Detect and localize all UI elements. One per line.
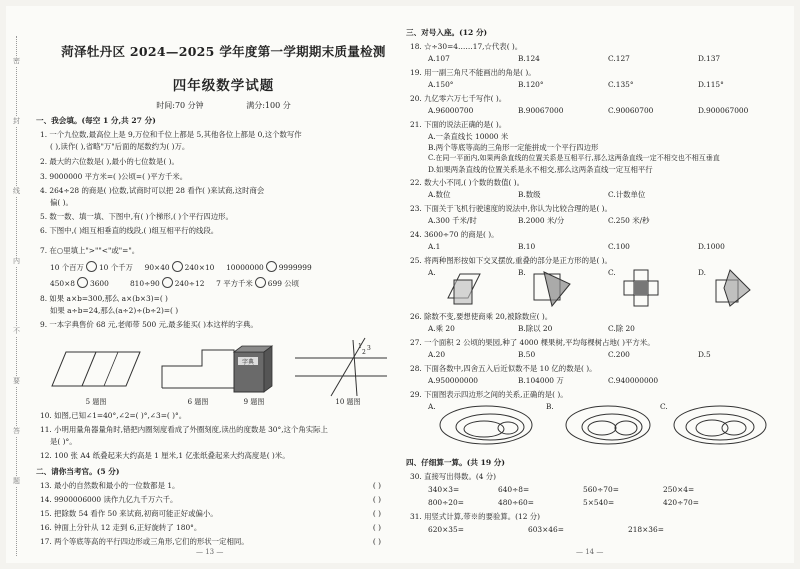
option[interactable]: A.20 [428, 350, 446, 359]
answer-paren[interactable]: ( ) [372, 537, 381, 546]
figure-q6 [158, 346, 238, 392]
option[interactable]: B.10 [518, 242, 536, 251]
judge-item: 14. 9900006000 读作九亿九千万六千。 ( ) [40, 495, 381, 504]
calc-item: 560÷70= [583, 485, 619, 494]
option[interactable]: A.数位 [428, 190, 451, 199]
question-line: 10. 如图,已知∠1=40°,∠2=( )°,∠3=( )°。 [40, 411, 187, 420]
binding-label: 线 [13, 187, 20, 195]
binding-label: 内 [13, 257, 20, 265]
question-line: 27. 一个面积 2 公顷的果园,种了 4000 棵果树,平均每棵树占地( )平方米。 [410, 338, 655, 347]
figure-q29-c [672, 404, 768, 446]
figure-q10-angles [291, 336, 391, 398]
question-line: 9. 一本字典售价 68 元,老师带 500 元,最多能买( )本这样的字典。 [40, 320, 258, 329]
option[interactable]: C.250 米/秒 [608, 216, 650, 225]
option[interactable]: A.150° [428, 80, 454, 89]
figure-caption: 6 题图 [187, 398, 209, 406]
question-line: 26. 除数不变,要想使商乘 20,被除数应( )。 [410, 312, 553, 321]
question-line: ( ),读作( ),省略"万"后面的尾数约为( )万。 [50, 142, 190, 151]
calc-item: 640÷8= [498, 485, 530, 494]
compare-blank[interactable] [86, 261, 97, 272]
question-line: 11. 小明用量角器量角时,错把内圈刻度看成了外圈刻度,读出的度数是 30°,这个角实际上 [40, 425, 328, 434]
question-line: 4. 264÷28 的商是( )位数,试商时可以把 28 看作( )来试商,这时商会 [40, 186, 265, 195]
option[interactable]: A.乘 20 [428, 324, 455, 333]
option[interactable]: B.2000 米/分 [518, 216, 565, 225]
angle-label: 3 [367, 345, 371, 352]
question-line: 1. 一个九位数,最高位上是 9,万位和千位上都是 5,其他各位上都是 0,这个数写作 [40, 130, 302, 139]
question-line: 28. 下面各数中,四舍五入后近似数不是 10 亿的数是( )。 [410, 364, 597, 373]
option-label[interactable]: B. [546, 402, 554, 411]
question-line: 19. 用一副三角尺不能画出的角是( )。 [410, 68, 536, 77]
question-line: 21. 下面的说法正确的是( )。 [410, 120, 507, 129]
compare-blank[interactable] [266, 261, 277, 272]
option[interactable]: C.940000000 [608, 376, 659, 385]
page-number: — 14 — [576, 548, 604, 557]
question-line: 8. 如果 a×b=300,那么 a×(b×3)=( ) [40, 294, 168, 303]
option[interactable]: B.50 [518, 350, 536, 359]
question-line: 5. 数一数、填一填、下图中,有( )个梯形,( )个平行四边形。 [40, 212, 233, 221]
exam-title: 菏泽牡丹区 2024—2025 学年度第一学期期末质量检测 [61, 44, 386, 59]
calc-item: 800÷20= [428, 498, 464, 507]
option[interactable]: C.100 [608, 242, 630, 251]
option[interactable]: D.5 [698, 350, 711, 359]
option-label[interactable]: B. [518, 268, 526, 277]
binding-label: 题 [13, 477, 20, 485]
option[interactable]: D.1000 [698, 242, 725, 251]
option[interactable]: A.96000700 [428, 106, 474, 115]
question-line: 22. 数大小不同,( )个数的数值( )。 [410, 178, 524, 187]
figure-q25-c [620, 268, 664, 308]
dictionary-label: 字典 [241, 359, 255, 366]
option[interactable]: B.除以 20 [518, 324, 553, 333]
calc-item: 340×3= [428, 485, 460, 494]
exam-meta [56, 101, 391, 111]
option[interactable]: B.90067000 [518, 106, 564, 115]
question-line: 31. 用竖式计算,带※的要验算。(12 分) [410, 512, 541, 521]
option[interactable]: A.300 千米/时 [428, 216, 477, 225]
binding-label: 不 [13, 327, 20, 335]
binding-label: 密 [13, 57, 20, 65]
compare-row: 10 个百万 10 个千万 90×40 240×10 10000000 9999999 [50, 263, 312, 272]
question-line: 6. 下图中,( )组互相垂直的线段,( )组互相平行的线段。 [40, 226, 219, 235]
judge-item: 16. 钟面上分针从 12 走到 6,正好旋转了 180°。 ( ) [40, 523, 381, 532]
section-heading: 一、我会填。(每空 1 分,共 27 分) [36, 116, 156, 125]
option[interactable]: D.如果两条直线的位置关系是永不相交,那么这两条直线一定互相平行 [428, 165, 653, 174]
figure-caption: 9 题图 [243, 398, 265, 406]
exam-sheet [6, 6, 794, 563]
judge-item: 17. 两个等底等高的平行四边形或三角形,它们的形状一定相同。 ( ) [40, 537, 381, 546]
figure-caption: 5 题图 [85, 398, 107, 406]
option[interactable]: B.120° [518, 80, 544, 89]
option[interactable]: D.115° [698, 80, 724, 89]
option[interactable]: C.135° [608, 80, 634, 89]
left-page [36, 6, 391, 563]
option[interactable]: C.在同一平面内,如果两条直线的位置关系是互相平行,那么这两条直线一定不相交也不相互垂直 [428, 154, 720, 162]
option[interactable]: C.计数单位 [608, 190, 646, 199]
question-line: 2. 最大的六位数是( ),最小的七位数是( )。 [40, 157, 179, 166]
question-line: 29. 下面图表示四边形之间的关系,正确的是( )。 [410, 390, 568, 399]
option[interactable]: B.数级 [518, 190, 541, 199]
question-line: 20. 九亿零六万七千写作( )。 [410, 94, 507, 103]
option[interactable]: C.90060700 [608, 106, 654, 115]
option[interactable]: D.137 [698, 54, 721, 63]
question-line: 偏( )。 [50, 198, 73, 207]
question-line: 23. 下面关于飞机行驶速度的说法中,你认为比较合理的是( )。 [410, 204, 612, 213]
calc-item: 603×46= [528, 525, 564, 534]
calc-item: 480÷60= [498, 498, 534, 507]
answer-paren[interactable]: ( ) [372, 481, 381, 490]
question-line: 3. 9000000 平方米=( )公顷=( )平方千米。 [40, 172, 188, 181]
option[interactable]: C.200 [608, 350, 630, 359]
figure-q29-b [556, 404, 652, 446]
option[interactable]: C.127 [608, 54, 630, 63]
figure-caption: 10 题图 [335, 398, 361, 406]
option-label[interactable]: A. [428, 402, 436, 411]
figure-q9-dictionary [228, 342, 278, 398]
option-label[interactable]: C. [608, 268, 616, 277]
answer-paren[interactable]: ( ) [372, 495, 381, 504]
figure-q5 [48, 344, 148, 394]
option-label[interactable]: D. [698, 268, 707, 277]
figure-q25-d [710, 268, 754, 308]
option-label[interactable]: C. [660, 402, 668, 411]
page-number: — 13 — [196, 548, 224, 557]
section-heading: 四、仔细算一算。(共 19 分) [406, 458, 505, 467]
calc-item: 620×35= [428, 525, 464, 534]
binding-label: 要 [13, 377, 20, 385]
option[interactable]: A.一条直线长 10000 米 [428, 132, 509, 141]
option[interactable]: A.107 [428, 54, 450, 63]
calc-item: 420÷70= [663, 498, 699, 507]
compare-blank[interactable] [172, 261, 183, 272]
option[interactable]: B.两个等底等高的三角形一定能拼成一个平行四边形 [428, 143, 599, 152]
section-heading: 二、请你当考官。(5 分) [36, 467, 120, 476]
judge-item: 13. 最小的自然数和最小的一位数都是 1。 ( ) [40, 481, 381, 490]
compare-row: 450×8 3600 810÷90 240÷12 7 平方千米 699 公顷 [50, 279, 300, 288]
compare-blank[interactable] [162, 277, 173, 288]
option[interactable]: D.900067000 [698, 106, 749, 115]
option[interactable]: A.950000000 [428, 376, 479, 385]
answer-paren[interactable]: ( ) [372, 523, 381, 532]
question-line: 7. 在○里填上">""<"或"="。 [40, 246, 140, 255]
calc-item: 218×36= [628, 525, 664, 534]
exam-score: 满分:100 分 [246, 101, 291, 110]
question-line: 12. 100 张 A4 纸叠起来大约高是 1 厘米,1 亿张纸叠起来大约高度是( )米。 [40, 451, 290, 460]
question-line: 24. 3600÷70 的商是( )。 [410, 230, 499, 239]
right-page [406, 6, 788, 563]
question-line: 如果 a÷b=24,那么(a÷2)÷(b÷2)=( ) [50, 306, 179, 315]
option-label[interactable]: A. [428, 268, 436, 277]
figure-q25-b [530, 268, 574, 308]
answer-paren[interactable]: ( ) [372, 509, 381, 518]
option[interactable]: B.124 [518, 54, 540, 63]
exam-time: 时间:70 分钟 [156, 101, 204, 110]
exam-subtitle: 四年级数学试题 [172, 78, 275, 94]
section-heading: 三、对号入座。(12 分) [406, 28, 488, 37]
question-line: 25. 将两种图形按如下交叉摆放,重叠的部分是正方形的是( )。 [410, 256, 612, 265]
angle-label: 1 [358, 343, 362, 350]
figure-q29-a [438, 404, 534, 446]
compare-blank[interactable] [255, 277, 266, 288]
question-line: 30. 直接写出得数。(4 分) [410, 472, 497, 481]
binding-label: 封 [13, 117, 20, 125]
figure-q25-a [440, 268, 484, 308]
calc-item: 250×4= [663, 485, 695, 494]
option[interactable]: A.1 [428, 242, 441, 251]
calc-item: 5×540= [583, 498, 615, 507]
option[interactable]: C.除 20 [608, 324, 635, 333]
angle-label: 2 [362, 349, 366, 356]
question-line: 18. ☆÷30=4……17,☆代表( )。 [410, 42, 523, 51]
judge-item: 15. 把除数 54 看作 50 来试商,初商可能正好或偏小。 ( ) [40, 509, 381, 518]
binding-margin [13, 36, 31, 556]
binding-label: 答 [13, 427, 20, 435]
option[interactable]: B.104000 万 [518, 376, 564, 385]
question-line: 是( )°。 [50, 437, 77, 446]
compare-blank[interactable] [77, 277, 88, 288]
